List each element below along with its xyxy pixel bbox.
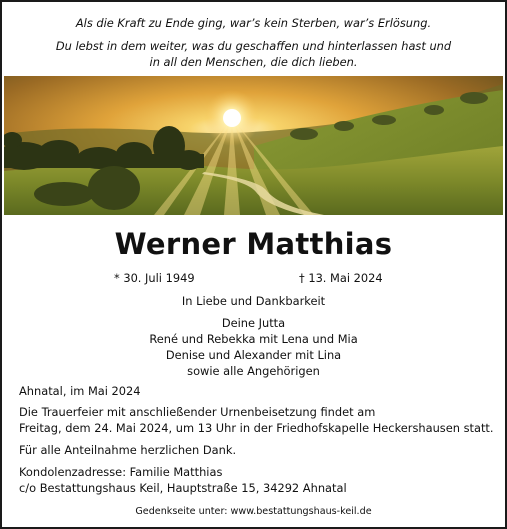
- mourners-intro: In Liebe und Dankbarkeit: [181, 294, 326, 308]
- birth-date: * 30. Juli 1949: [114, 271, 195, 285]
- mourner-line: Deine Jutta: [221, 316, 286, 330]
- quote-line-2: [2, 38, 505, 70]
- quote-line-1: Als die Kraft zu Ende ging, war’s kein Sterben, war’s Erlösung.: [75, 16, 432, 30]
- condolence-line-2: c/o Bestattungshaus Keil, Hauptstraße 15, 34292 Ahnatal: [19, 481, 347, 495]
- place-date: Ahnatal, im Mai 2024: [19, 384, 141, 398]
- deceased-name: Werner Matthias: [114, 227, 393, 261]
- condolence-line-1: Kondolenzadresse: Familie Matthias: [19, 465, 223, 479]
- thanks-text: Für alle Anteilnahme herzlichen Dank.: [19, 443, 237, 457]
- quote-line-2a: Du lebst in dem weiter, was du geschaffen und hinterlassen hast und: [55, 39, 452, 53]
- mourner-line: René und Rebekka mit Lena und Mia: [149, 332, 358, 346]
- memorial-page-link[interactable]: Gedenkseite unter: www.bestattungshaus-keil.de: [135, 506, 372, 517]
- sunset-landscape-photo: [4, 76, 503, 215]
- death-date: † 13. Mai 2024: [299, 271, 383, 285]
- ceremony-line-1: Die Trauerfeier mit anschließender Urnenbeisetzung findet am: [19, 405, 376, 419]
- ceremony-line-2: Freitag, dem 24. Mai 2024, um 13 Uhr in der Friedhofskapelle Heckershausen statt.: [19, 421, 494, 435]
- mourner-line: sowie alle Angehörigen: [187, 364, 320, 378]
- quote-line-2b: in all den Menschen, die dich lieben.: [149, 55, 358, 69]
- mourner-line: Denise und Alexander mit Lina: [165, 348, 342, 362]
